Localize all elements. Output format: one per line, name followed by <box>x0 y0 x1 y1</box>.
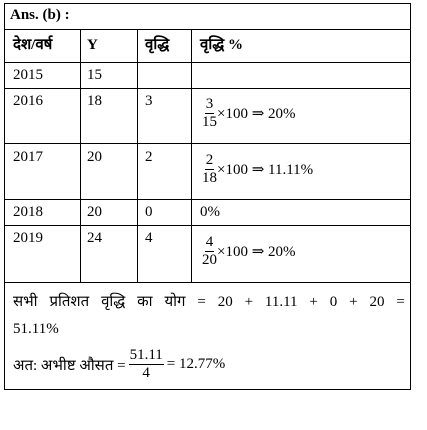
table-cell-y: 20 <box>87 204 102 220</box>
header-growth: वृद्धि <box>145 37 170 53</box>
col-divider <box>191 29 192 282</box>
growth-pct-calc <box>202 96 296 131</box>
sum-word: योग <box>164 294 186 310</box>
answer-label: Ans. (b) : <box>10 7 70 23</box>
fraction <box>202 152 217 187</box>
col-divider <box>80 29 81 282</box>
calc-result: ×100 ⇒ 11.11% <box>217 162 314 178</box>
fraction <box>202 96 217 131</box>
sum-word: 0 <box>329 294 338 310</box>
table-cell-year: 2015 <box>13 67 43 83</box>
table-cell-y: 24 <box>87 230 102 246</box>
row-divider <box>5 143 410 144</box>
table-cell-growth: 2 <box>145 149 153 165</box>
average-prefix: अत: अभीष्ट औसत = <box>13 357 126 374</box>
header-y: Y <box>87 37 98 53</box>
fraction-numerator: 3 <box>205 96 214 112</box>
fraction-numerator: 2 <box>205 152 214 168</box>
table-cell-year: 2016 <box>13 93 43 109</box>
fraction-denominator: 18 <box>202 170 217 186</box>
sum-statement <box>13 289 405 343</box>
sum-word: 11.11 <box>264 294 298 310</box>
solution-box <box>4 3 411 390</box>
average-result: = 12.77% <box>166 356 226 372</box>
table-cell-y: 18 <box>87 93 102 109</box>
growth-pct-calc <box>202 152 313 187</box>
fraction <box>202 234 217 269</box>
header-country-year: देश/वर्ष <box>13 37 53 53</box>
average-statement <box>13 347 225 382</box>
sum-word: वृद्धि <box>101 294 126 310</box>
sum-word: = <box>396 294 405 310</box>
table-cell-growth: 0 <box>145 204 153 220</box>
table-cell-growth: 3 <box>145 93 153 109</box>
sum-word: प्रतिशत <box>49 294 90 310</box>
sum-word: + <box>244 294 254 310</box>
row-divider <box>5 282 410 283</box>
row-divider <box>5 225 410 226</box>
table-cell-growth-pct: 0% <box>200 204 220 220</box>
sum-word: 20 <box>217 294 233 310</box>
header-growth-pct: वृद्धि % <box>200 37 243 53</box>
row-divider <box>5 62 410 63</box>
row-divider <box>5 199 410 200</box>
row-divider <box>5 88 410 89</box>
sum-line-2: 51.11% <box>13 321 59 337</box>
sum-word: का <box>137 294 153 310</box>
table-cell-year: 2019 <box>13 230 43 246</box>
table-cell-y: 15 <box>87 67 102 83</box>
table-cell-year: 2018 <box>13 204 43 220</box>
sum-line-1 <box>13 289 405 316</box>
calc-result: ×100 ⇒ 20% <box>217 244 296 260</box>
sum-word: + <box>349 294 358 310</box>
row-divider <box>5 29 410 30</box>
table-cell-year: 2017 <box>13 149 43 165</box>
col-divider <box>137 29 138 282</box>
calc-result: ×100 ⇒ 20% <box>217 106 296 122</box>
fraction-numerator: 4 <box>205 234 214 250</box>
fraction-denominator: 4 <box>142 365 150 381</box>
fraction-denominator: 15 <box>202 114 217 130</box>
table-cell-y: 20 <box>87 149 102 165</box>
sum-word: = <box>197 294 206 310</box>
sum-word: 20 <box>369 294 385 310</box>
fraction-numerator: 51.11 <box>129 347 163 363</box>
fraction-denominator: 20 <box>202 252 217 268</box>
sum-word: + <box>309 294 318 310</box>
table-cell-growth: 4 <box>145 230 153 246</box>
average-fraction <box>129 347 164 382</box>
sum-word: सभी <box>13 294 38 310</box>
growth-pct-calc <box>202 234 296 269</box>
